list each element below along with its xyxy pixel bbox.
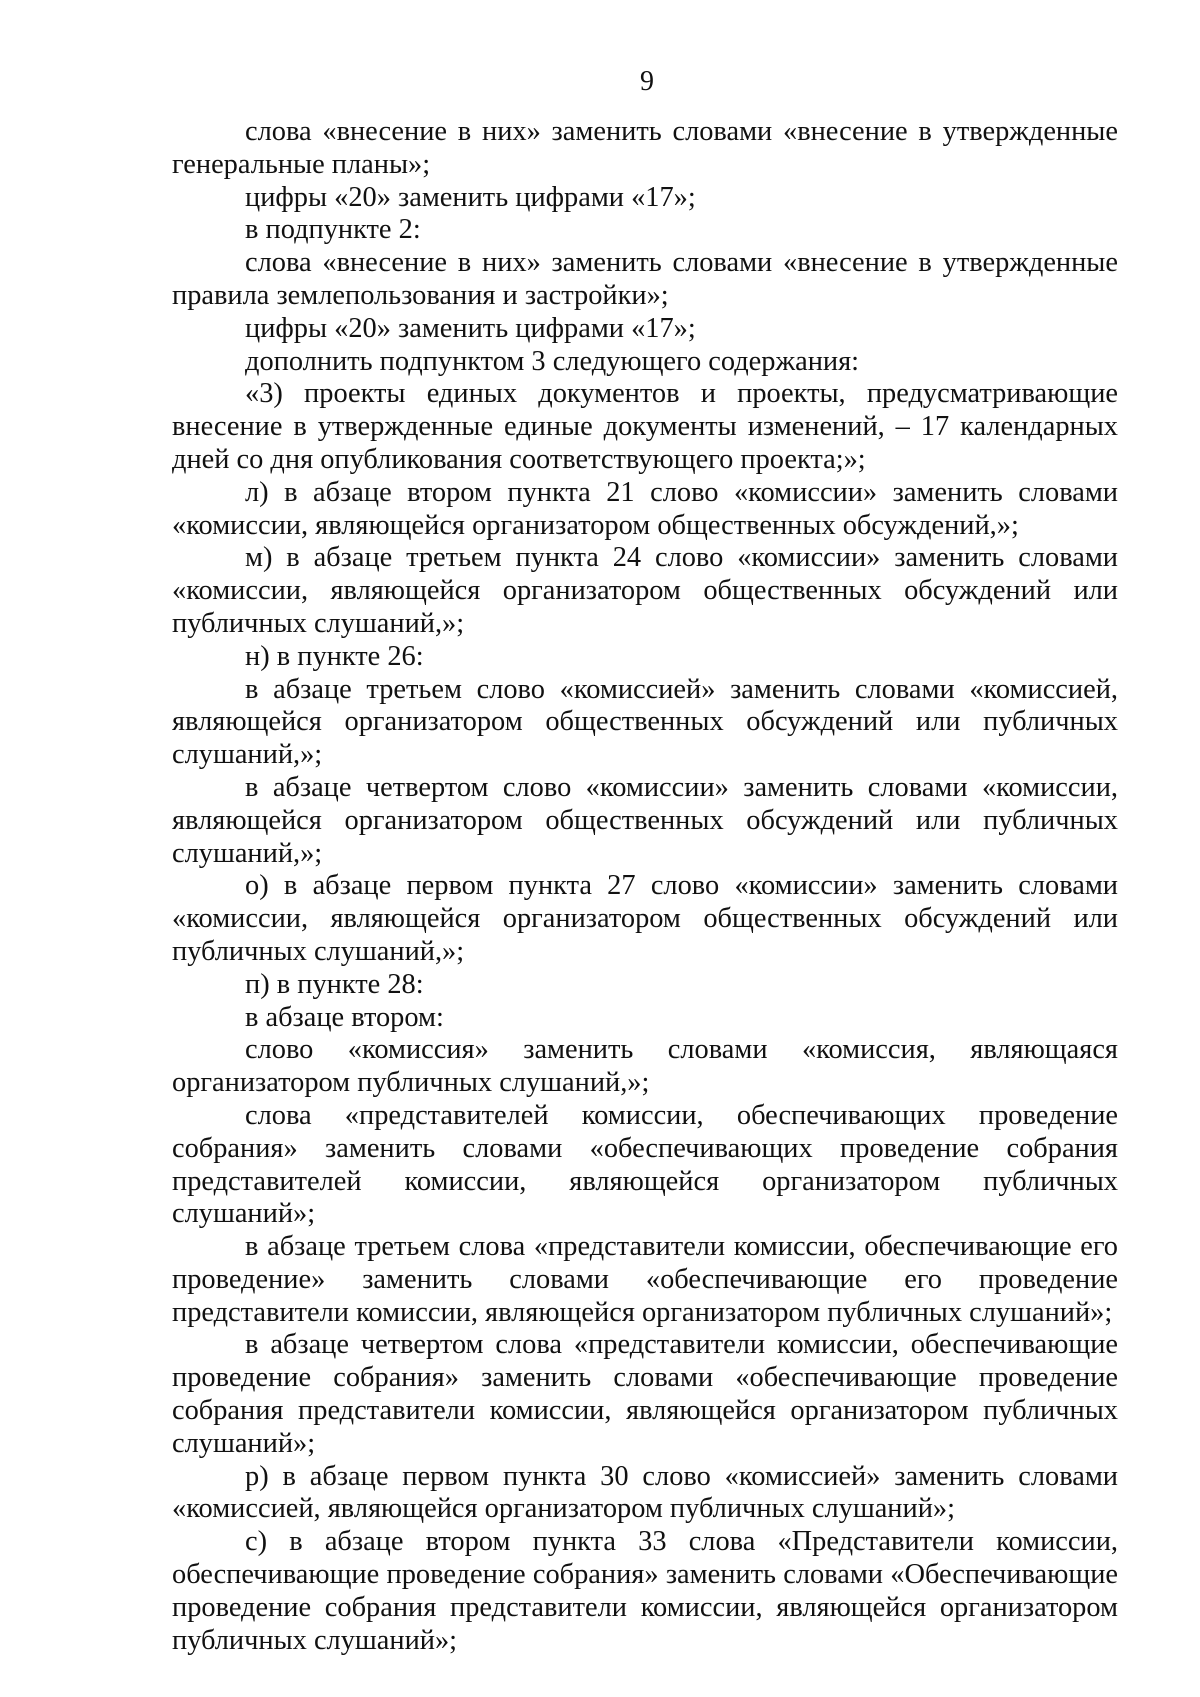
paragraph: в абзаце втором: [245, 1001, 444, 1033]
paragraph: в абзаце третьем слова «представители комиссии, обеспечивающие его проведение» заменить словами «обеспечивающие его проведение представители комиссии, являющейся организатором публичных слушаний»; [172, 1231, 1118, 1328]
paragraph: в абзаце третьем слово «комиссией» заменить словами «комиссией, являющейся организатором общественных обсуждений или публичных слушаний,»; [172, 673, 1118, 771]
paragraph: в абзаце четвертом слова «представители комиссии, обеспечивающие проведение собрания» заменить словами «обеспечивающие проведение собрания представители комиссии, являющейся организатором публичных слушаний»; [172, 1329, 1118, 1459]
paragraph: «3) проекты единых документов и проекты, предусматривающие внесение в утвержденные единые документы изменений, – 17 календарных дней со дня опубликования соответствующего проекта;»; [172, 378, 1118, 475]
paragraph: л) в абзаце втором пункта 21 слово «комиссии» заменить словами «комиссии, являющейся организатором общественных обсуждений,»; [172, 476, 1118, 541]
page-number: 9 [640, 66, 654, 97]
paragraph: цифры «20» заменить цифрами «17»; [245, 312, 696, 344]
paragraph: в абзаце четвертом слово «комиссии» заменить словами «комиссии, являющейся организатором общественных обсуждений или публичных слушаний,»; [172, 771, 1118, 869]
paragraph: слова «внесение в них» заменить словами «внесение в утвержденные правила землепользования и застройки»; [172, 247, 1118, 311]
paragraph: п) в пункте 28: [245, 968, 424, 1000]
paragraph: слово «комиссия» заменить словами «комиссия, являющаяся организатором публичных слушаний,»; [172, 1034, 1118, 1099]
paragraph: н) в пункте 26: [245, 640, 424, 672]
paragraph: о) в абзаце первом пункта 27 слово «комиссии» заменить словами «комиссии, являющейся организатором общественных обсуждений или публичных слушаний,»; [172, 870, 1118, 967]
paragraph: в подпункте 2: [245, 214, 421, 246]
paragraph: с) в абзаце втором пункта 33 слова «Представители комиссии, обеспечивающие проведение собрания» заменить словами «Обеспечивающие проведение собрания представители комиссии, являющейся организатором публичных слушаний»; [172, 1526, 1118, 1656]
paragraph: цифры «20» заменить цифрами «17»; [245, 181, 696, 213]
paragraph: м) в абзаце третьем пункта 24 слово «комиссии» заменить словами «комиссии, являющейся организатором общественных обсуждений или публичных слушаний,»; [172, 542, 1118, 639]
paragraph: дополнить подпунктом 3 следующего содержания: [245, 345, 860, 377]
paragraph: р) в абзаце первом пункта 30 слово «комиссией» заменить словами «комиссией, являющейся организатором публичных слушаний»; [172, 1460, 1118, 1525]
document-body [172, 116, 1118, 1657]
paragraph: слова «внесение в них» заменить словами «внесение в утвержденные генеральные планы»; [172, 116, 1118, 180]
paragraph: слова «представителей комиссии, обеспечивающих проведение собрания» заменить словами «обеспечивающих проведение собрания представителей комиссии, являющейся организатором публичных слушаний»; [172, 1099, 1118, 1230]
